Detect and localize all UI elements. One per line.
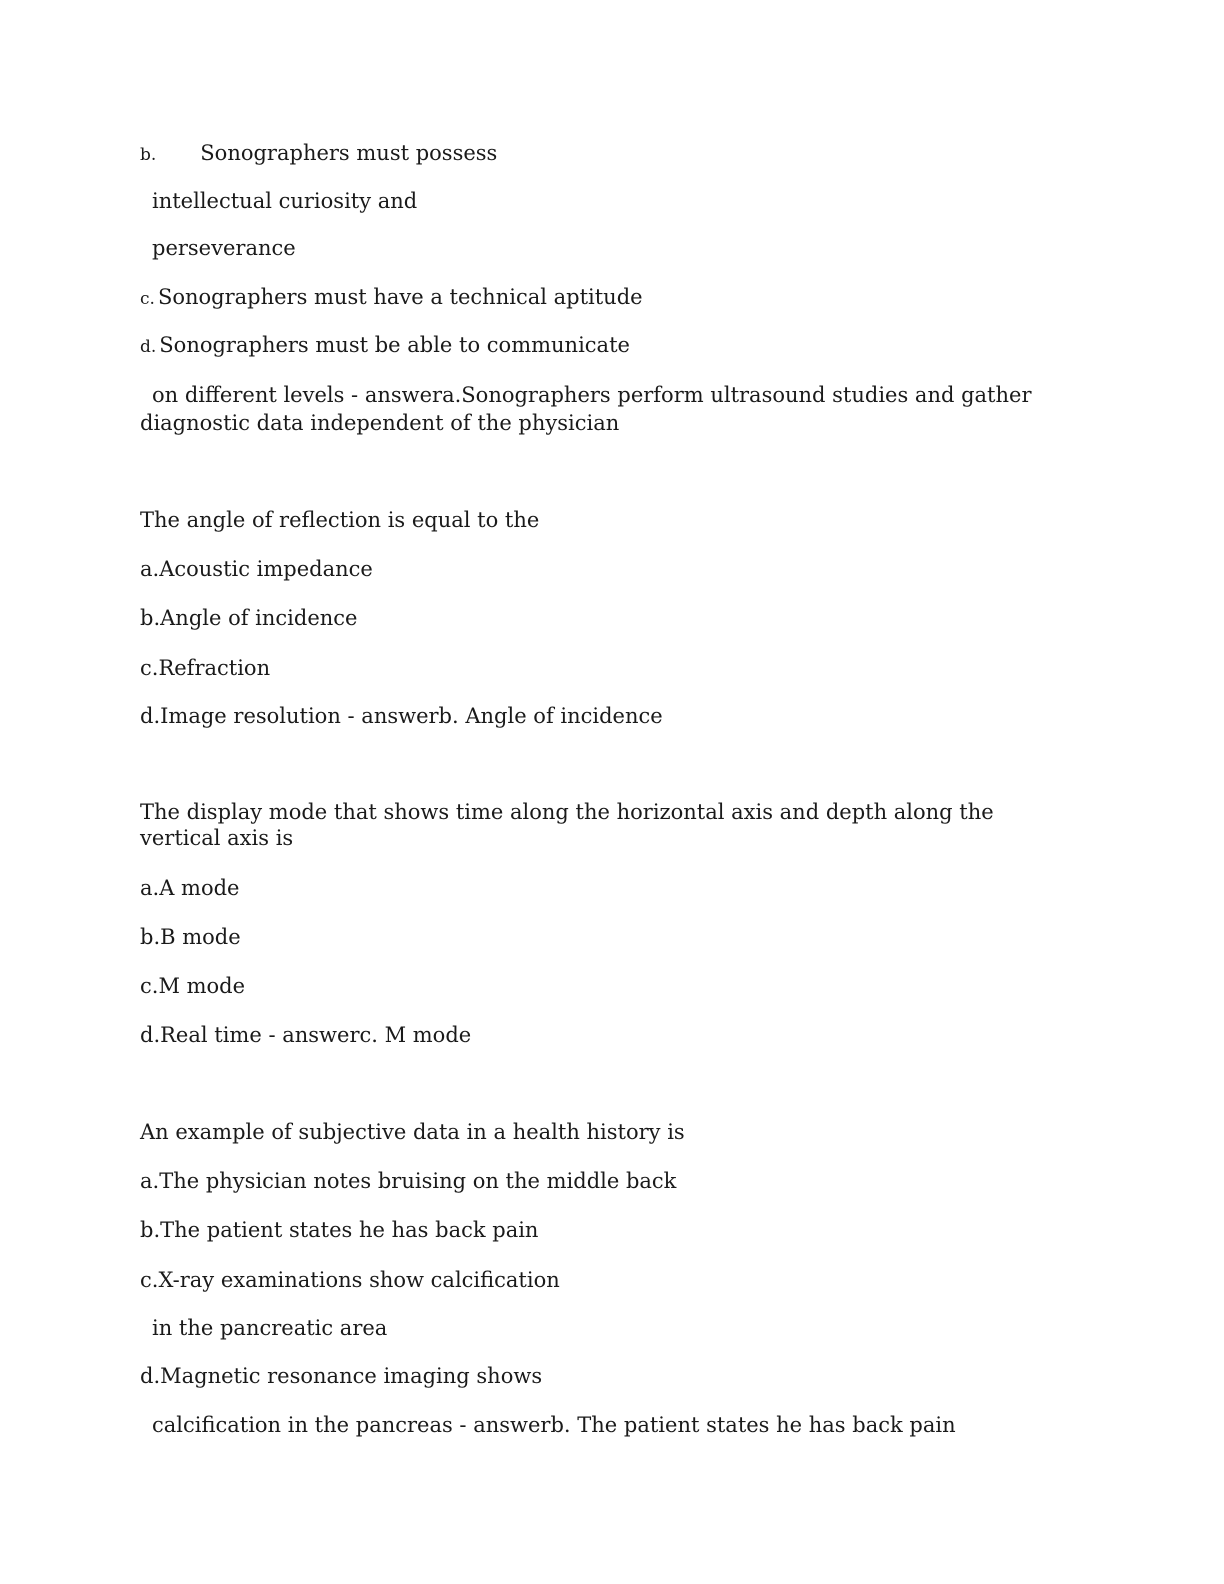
- q4-option-c: [140, 1266, 560, 1294]
- q4-option-d: [140, 1362, 542, 1390]
- q2-option-b-text: Angle of incidence: [160, 606, 358, 630]
- q2-option-c-label: c.: [140, 656, 159, 680]
- q4-option-a-label: a.: [140, 1169, 160, 1193]
- q1-answer: on different levels - answera.Sonographers perform ultrasound studies and gather diagnostic data independent of the physician: [140, 383, 1032, 435]
- q3-option-b-label: b.: [140, 925, 161, 949]
- q3-question: The display mode that shows time along the horizontal axis and depth along the vertical axis is: [140, 800, 994, 850]
- q3-option-c: [140, 972, 245, 1000]
- q2-option-c-text: Refraction: [158, 656, 271, 680]
- q3-option-b-text: B mode: [160, 925, 241, 949]
- q2-option-a-text: Acoustic impedance: [159, 557, 373, 581]
- q4-option-a: [140, 1167, 676, 1195]
- q1-option-c: [140, 283, 643, 313]
- q2-option-d-text: Image resolution - answerb. Angle of incidence: [160, 704, 663, 728]
- q1-option-b-label: b.: [140, 145, 157, 165]
- q4-question: An example of subjective data in a health history is: [140, 1120, 685, 1144]
- q4-option-c-text: X-ray examinations show calcification: [158, 1268, 560, 1292]
- q3-option-a-label: a.: [140, 876, 160, 900]
- q1-option-c-label: c.: [140, 289, 155, 309]
- q1-option-c-text: Sonographers must have a technical aptitude: [157, 285, 643, 309]
- q1-option-d-text: Sonographers must be able to communicate: [159, 333, 630, 357]
- q3-option-a-text: A mode: [159, 876, 240, 900]
- q1-option-b-text: Sonographers must possess: [200, 141, 498, 165]
- q3-option-d-label: d.: [140, 1023, 161, 1047]
- q4-option-a-text: The physician notes bruising on the middle back: [159, 1169, 677, 1193]
- q4-option-d-label: d.: [140, 1364, 161, 1388]
- q4-option-d-text: Magnetic resonance imaging shows: [160, 1364, 543, 1388]
- q1-option-b-line3: perseverance: [152, 236, 296, 260]
- q2-option-d: [140, 702, 663, 730]
- q4-option-b: [140, 1216, 538, 1244]
- q1-option-d-label: d.: [140, 337, 157, 357]
- q1-option-d: [140, 331, 630, 361]
- q2-option-d-label: d.: [140, 704, 161, 728]
- q2-option-a: [140, 555, 373, 583]
- q4-option-d-cont: calcification in the pancreas - answerb. The patient states he has back pain: [152, 1413, 956, 1437]
- q2-option-b-label: b.: [140, 606, 161, 630]
- q3-option-d: [140, 1021, 471, 1049]
- q4-option-b-text: The patient states he has back pain: [160, 1218, 539, 1242]
- q2-option-a-label: a.: [140, 557, 160, 581]
- q3-option-c-label: c.: [140, 974, 159, 998]
- q3-option-a: [140, 874, 239, 902]
- q4-option-c-cont: in the pancreatic area: [152, 1316, 388, 1340]
- q3-option-d-text: Real time - answerc. M mode: [160, 1023, 472, 1047]
- q4-option-c-label: c.: [140, 1268, 159, 1292]
- q2-question: The angle of reflection is equal to the: [140, 508, 540, 532]
- q3-option-c-text: M mode: [158, 974, 246, 998]
- q1-option-b: [140, 139, 497, 169]
- q1-option-b-line2: intellectual curiosity and: [152, 189, 418, 213]
- q4-option-b-label: b.: [140, 1218, 161, 1242]
- q2-option-c: [140, 654, 270, 682]
- q3-option-b: [140, 923, 241, 951]
- q2-option-b: [140, 604, 357, 632]
